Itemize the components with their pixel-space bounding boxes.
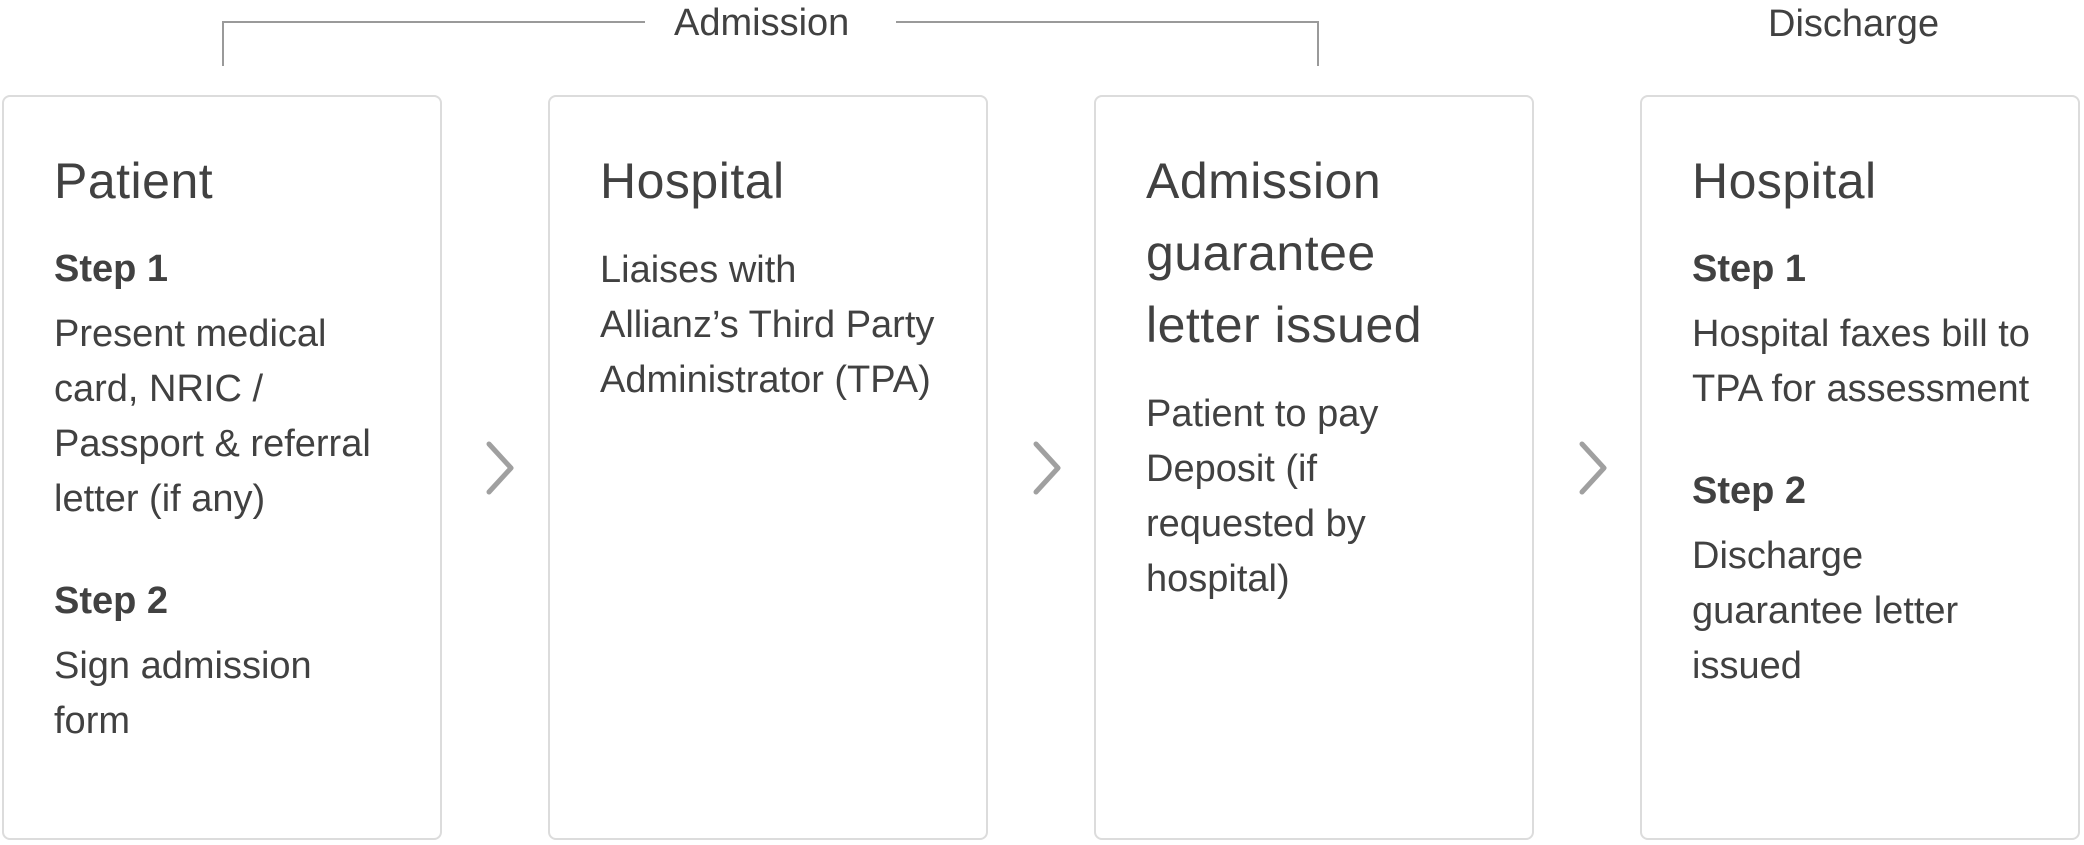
card-title: Admission guarantee letter issued <box>1146 153 1423 353</box>
chevron-right-icon <box>1576 438 1610 498</box>
step-block <box>1692 243 2030 417</box>
step-block <box>1692 465 2030 694</box>
step-text: Discharge guarantee letter issued <box>1692 535 1959 687</box>
chevron-right-icon <box>483 438 517 498</box>
hospital-liaison-card <box>548 95 988 840</box>
step-block <box>54 243 392 527</box>
discharge-phase-label: Discharge <box>1768 3 1940 45</box>
card-title: Hospital <box>600 153 785 209</box>
step-label: Step 2 <box>1692 470 1807 512</box>
step-text: Patient to pay Deposit (if requested by hospital) <box>1146 393 1379 600</box>
step-text: Hospital faxes bill to TPA for assessment <box>1692 313 2030 410</box>
step-text: Present medical card, NRIC / Passport & referral letter (if any) <box>54 313 371 520</box>
hospital-discharge-card <box>1640 95 2080 840</box>
step-label: Step 2 <box>54 580 169 622</box>
step-block <box>54 575 392 749</box>
step-label: Step 1 <box>1692 248 1807 290</box>
step-text: Sign admission form <box>54 645 312 742</box>
step-block <box>600 243 938 408</box>
admission-guarantee-card <box>1094 95 1534 840</box>
chevron-right-icon <box>1030 438 1064 498</box>
step-block <box>1146 387 1484 607</box>
patient-card <box>2 95 442 840</box>
card-title: Patient <box>54 153 214 209</box>
card-title: Hospital <box>1692 153 1877 209</box>
admission-phase-label: Admission <box>674 2 850 44</box>
step-text: Liaises with Allianz’s Third Party Administrator (TPA) <box>600 249 935 401</box>
step-label: Step 1 <box>54 248 169 290</box>
